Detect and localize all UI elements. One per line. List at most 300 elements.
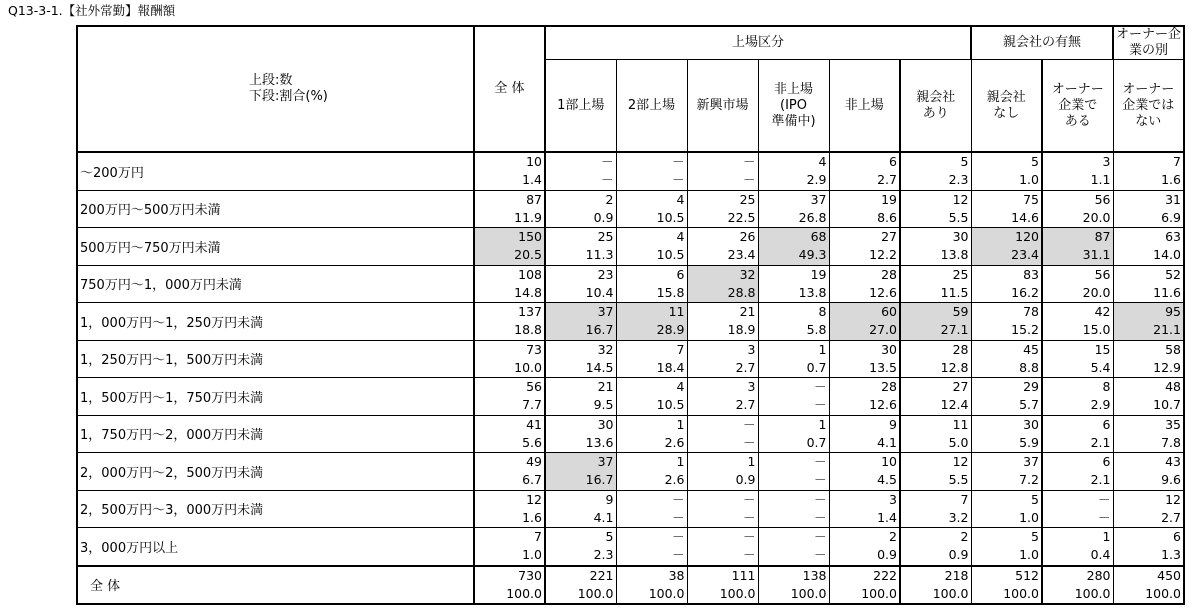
table-row [77,152,1184,190]
data-cell [758,528,829,566]
percent-value: 26.8 [798,209,827,225]
percent-value: 11.6 [1153,284,1181,300]
percent-value: 0.9 [735,472,756,487]
percent-value: 100.0 [648,585,685,601]
row-label: 1，000万円～1，250万円未満 [77,303,474,341]
count-value: 4 [676,229,685,244]
percent-value: 28.9 [656,322,685,337]
data-cell [474,566,545,605]
percent-value: 2.3 [593,547,614,562]
data-cell [1113,528,1184,566]
data-cell [545,566,616,605]
count-value: 1 [676,454,685,469]
percent-value: 12.6 [869,397,897,412]
count-value: 28 [952,341,969,357]
percent-value: 2.9 [1090,397,1111,412]
count-value: 35 [1165,416,1181,432]
percent-value: 13.5 [869,359,897,375]
data-cell [687,303,758,341]
percent-value: 100.0 [1074,585,1111,601]
data-cell [545,490,616,528]
data-cell [616,378,687,416]
group-header-owner: オーナー企業の別 [1113,26,1184,60]
data-cell [900,415,971,453]
percent-value: 8.6 [877,209,897,225]
data-cell [971,303,1042,341]
percent-value: 14.8 [514,284,542,300]
count-value: 6 [1102,416,1111,432]
count-value: 6 [889,154,897,169]
percent-value: 100.0 [506,585,542,601]
count-value: 8 [818,304,827,319]
percent-value: 100.0 [1145,585,1181,601]
count-value: 111 [731,567,756,583]
data-cell [545,152,616,190]
data-cell [616,265,687,303]
count-value: 30 [881,341,897,357]
percent-value: 13.6 [585,434,614,450]
percent-value: 6.7 [522,472,542,487]
count-value: 25 [952,266,969,282]
count-value: 49 [526,454,542,469]
col-header-line: ない [1135,113,1162,129]
data-cell [829,490,900,528]
count-value: 4 [818,154,827,169]
count-value: 27 [952,379,969,394]
percent-value: 20.0 [1082,209,1111,225]
percent-value: 7.7 [522,397,542,412]
table-row [77,490,1184,528]
count-value: 12 [526,491,542,507]
percent-value: 8.8 [1019,359,1039,375]
count-value: 2 [889,529,897,544]
percent-value: 2.9 [806,172,827,187]
count-value: 30 [1023,416,1039,432]
count-value: 37 [1023,454,1039,469]
data-cell [900,340,971,378]
data-cell [1042,453,1113,491]
percent-value: 0.7 [806,434,827,450]
count-value: 8 [1102,379,1111,394]
percent-value: 4.5 [877,472,897,487]
count-value: 31 [1165,191,1181,207]
data-cell [474,228,545,266]
col-header-line: ある [1064,113,1091,129]
col-header-line: オーナー [1122,81,1175,97]
data-cell [1042,378,1113,416]
percent-value: 12.6 [869,284,897,300]
data-cell [758,190,829,228]
count-value: － [742,491,756,507]
count-value: 28 [881,379,897,394]
percent-value: 13.8 [798,284,827,300]
percent-value: － [813,547,827,562]
data-cell [758,303,829,341]
row-label: 1，750万円～2，000万円未満 [77,415,474,453]
data-cell [971,190,1042,228]
percent-value: － [600,172,614,187]
percent-value: 0.9 [593,209,614,225]
count-value: － [671,154,685,169]
percent-value: 3.2 [948,509,969,525]
data-cell [687,490,758,528]
data-cell [900,490,971,528]
row-label: 750万円～1，000万円未満 [77,265,474,303]
count-value: 138 [802,567,827,583]
data-cell [616,228,687,266]
col-header-line: なし [993,105,1020,121]
percent-value: 100.0 [1003,585,1039,601]
count-value: 5 [1031,491,1039,507]
percent-value: 5.6 [522,434,542,450]
data-cell [545,453,616,491]
count-value: 12 [952,191,969,207]
data-cell [971,378,1042,416]
percent-value: 5.9 [1019,434,1039,450]
data-cell [829,378,900,416]
count-value: 10 [526,154,542,169]
count-value: 512 [1015,567,1039,583]
col-header-ichibu [545,60,616,153]
count-value: 7 [534,529,542,544]
percent-value: 0.7 [806,359,827,375]
count-value: 56 [1094,266,1111,282]
percent-value: 100.0 [790,585,827,601]
percent-value: 10.0 [514,359,542,375]
count-value: 3 [747,341,756,357]
data-cell [616,152,687,190]
count-value: 5 [605,529,614,544]
percent-value: 10.7 [1153,397,1181,412]
count-value: 41 [526,416,542,432]
data-cell [829,265,900,303]
group-header-row [77,26,1184,60]
percent-value: 1.3 [1161,547,1181,562]
count-value: 19 [881,191,897,207]
percent-value: － [742,172,756,187]
percent-value: 9.6 [1161,472,1181,487]
count-value: － [813,379,827,394]
percent-value: 27.1 [940,322,969,337]
count-value: 1 [1102,529,1111,544]
count-value: 30 [597,416,614,432]
percent-value: 10.5 [656,209,685,225]
percent-value: 0.9 [948,547,969,562]
percent-value: 1.6 [522,509,542,525]
data-cell [687,453,758,491]
data-cell [1042,490,1113,528]
col-header-non_owner [1113,60,1184,153]
data-cell [829,190,900,228]
col-header-nibu [616,60,687,153]
percent-value: 12.4 [940,397,969,412]
row-label: 2，000万円～2，500万円未満 [77,453,474,491]
col-header-ipo [758,60,829,153]
data-cell [900,453,971,491]
percent-value: 10.4 [585,284,614,300]
data-cell [687,415,758,453]
percent-value: 16.7 [585,472,614,487]
percent-value: 100.0 [577,585,614,601]
count-value: － [600,154,614,169]
row-label: 1，250万円～1，500万円未満 [77,340,474,378]
data-cell [1042,265,1113,303]
data-cell [829,303,900,341]
percent-value: 11.9 [514,209,542,225]
data-cell [1113,228,1184,266]
percent-value: 23.4 [1011,247,1039,262]
data-cell [900,303,971,341]
count-value: 1 [747,454,756,469]
percent-value: 12.2 [869,247,897,262]
count-value: 12 [952,454,969,469]
data-cell [687,190,758,228]
table-row [77,415,1184,453]
percent-value: 6.9 [1161,209,1181,225]
percent-value: 5.4 [1090,359,1111,375]
data-cell [616,566,687,605]
percent-value: 12.9 [1153,359,1181,375]
col-header-line: 親会社 [986,89,1026,105]
count-value: 52 [1165,266,1181,282]
data-cell [1042,303,1113,341]
data-cell [616,415,687,453]
count-value: 21 [597,379,614,394]
percent-value: 21.1 [1153,322,1181,337]
data-cell [474,490,545,528]
count-value: 19 [810,266,827,282]
data-cell [545,228,616,266]
data-cell [971,528,1042,566]
count-value: 6 [1102,454,1111,469]
count-value: 7 [676,341,685,357]
percent-value: 100.0 [719,585,756,601]
col-header-hijojo [829,60,900,153]
data-cell [616,303,687,341]
data-cell [616,190,687,228]
data-cell [1113,265,1184,303]
count-value: 11 [952,416,969,432]
count-value: 2 [605,191,614,207]
percent-value: 0.4 [1090,547,1111,562]
count-value: 27 [881,229,897,244]
count-value: 48 [1165,379,1181,394]
percent-value: 2.6 [664,434,685,450]
total-row [77,566,1184,605]
data-cell [545,378,616,416]
percent-value: 18.8 [514,322,542,337]
table-row [77,453,1184,491]
count-value: 43 [1165,454,1181,469]
count-value: 32 [739,266,756,282]
percent-value: 23.4 [727,247,756,262]
data-cell [687,528,758,566]
percent-value: 2.7 [735,359,756,375]
legend-top: 上段:数 [249,73,293,88]
col-header-oya_nashi [971,60,1042,153]
count-value: 2 [960,529,969,544]
percent-value: 2.7 [1161,509,1181,525]
count-value: 3 [747,379,756,394]
data-cell [1042,528,1113,566]
count-value: 5 [1031,529,1039,544]
count-value: 83 [1023,266,1039,282]
count-value: 7 [960,491,969,507]
data-cell [545,265,616,303]
count-value: 78 [1023,304,1039,319]
data-cell [971,340,1042,378]
percent-value: 28.8 [727,284,756,300]
count-value: 25 [597,229,614,244]
count-value: 87 [1094,229,1111,244]
table-row [77,378,1184,416]
percent-value: 1.4 [877,509,897,525]
count-value: 5 [1031,154,1039,169]
data-cell [900,528,971,566]
count-value: 45 [1023,341,1039,357]
data-cell [829,415,900,453]
data-cell [758,453,829,491]
count-value: 1 [818,416,827,432]
count-value: 23 [597,266,614,282]
count-value: － [742,529,756,544]
data-cell [1042,340,1113,378]
row-label: 3，000万円以上 [77,528,474,566]
percent-value: 49.3 [798,247,827,262]
percent-value: 1.6 [1161,172,1181,187]
percent-value: － [1097,509,1111,525]
data-cell [687,265,758,303]
percent-value: 11.5 [940,284,969,300]
row-label: 1，500万円～1，750万円未満 [77,378,474,416]
data-cell [758,566,829,605]
percent-value: 20.0 [1082,284,1111,300]
count-value: 37 [810,191,827,207]
count-value: 87 [526,191,542,207]
col-header-line: オーナー [1051,81,1104,97]
count-value: － [742,416,756,432]
percent-value: 5.5 [948,209,969,225]
data-cell [687,340,758,378]
percent-value: 5.0 [948,434,969,450]
percent-value: 100.0 [861,585,897,601]
percent-value: － [671,509,685,525]
data-cell [829,152,900,190]
data-cell [1042,566,1113,605]
count-value: 42 [1094,304,1111,319]
percent-value: 0.9 [877,547,897,562]
data-cell [900,228,971,266]
percent-value: 2.7 [735,397,756,412]
count-value: 137 [518,304,542,319]
percent-value: 100.0 [932,585,969,601]
count-value: 218 [944,567,969,583]
col-header-shinko [687,60,758,153]
data-cell [829,340,900,378]
data-cell [971,228,1042,266]
percent-value: 12.8 [940,359,969,375]
data-cell [758,490,829,528]
percent-value: 2.7 [877,172,897,187]
percent-value: 7.8 [1161,434,1181,450]
table-row [77,303,1184,341]
corner-legend [77,26,474,152]
col-header-line: 企業で [1058,97,1098,113]
count-value: 730 [518,567,542,583]
table-row [77,340,1184,378]
count-value: 6 [676,266,685,282]
col-header-line: 企業では [1122,97,1175,113]
row-label: 全 体 [77,566,474,605]
data-cell [1113,415,1184,453]
data-cell [1113,566,1184,605]
percent-value: － [671,172,685,187]
count-value: － [813,529,827,544]
data-cell [1113,453,1184,491]
data-cell [474,340,545,378]
count-value: 75 [1023,191,1039,207]
table-row [77,265,1184,303]
data-cell [545,528,616,566]
data-cell [1113,303,1184,341]
data-cell [616,528,687,566]
count-value: 15 [1094,341,1111,357]
percent-value: 31.1 [1082,247,1111,262]
data-cell [687,152,758,190]
count-value: 68 [810,229,827,244]
percent-value: 5.5 [948,472,969,487]
percent-value: 10.5 [656,247,685,262]
data-cell [545,190,616,228]
col-header-line: 非上場 [773,81,813,97]
percent-value: 1.0 [1019,172,1039,187]
count-value: 12 [1165,491,1181,507]
data-cell [1113,340,1184,378]
count-value: 10 [881,454,897,469]
row-label: ～200万円 [77,152,474,190]
data-cell [687,228,758,266]
data-cell [971,152,1042,190]
data-cell [474,152,545,190]
data-cell [758,415,829,453]
percent-value: － [813,509,827,525]
percent-value: － [742,434,756,450]
percent-value: 1.0 [522,547,542,562]
count-value: 120 [1015,229,1039,244]
count-value: 56 [526,379,542,394]
count-value: 95 [1165,304,1181,319]
data-cell [900,152,971,190]
percent-value: 18.4 [656,359,685,375]
percent-value: 27.0 [869,322,897,337]
percent-value: 2.1 [1090,434,1111,450]
count-value: 11 [668,304,685,319]
data-cell [616,453,687,491]
data-cell [545,415,616,453]
count-value: － [742,154,756,169]
data-cell [474,415,545,453]
col-header-line: 親会社 [916,89,956,105]
col-header-line: 準備中) [771,113,816,129]
count-value: 6 [1173,529,1181,544]
data-cell [758,378,829,416]
percent-value: 18.9 [727,322,756,337]
data-cell [545,340,616,378]
col-header-line: あり [922,105,949,121]
data-cell [971,453,1042,491]
data-cell [474,453,545,491]
data-cell [971,566,1042,605]
